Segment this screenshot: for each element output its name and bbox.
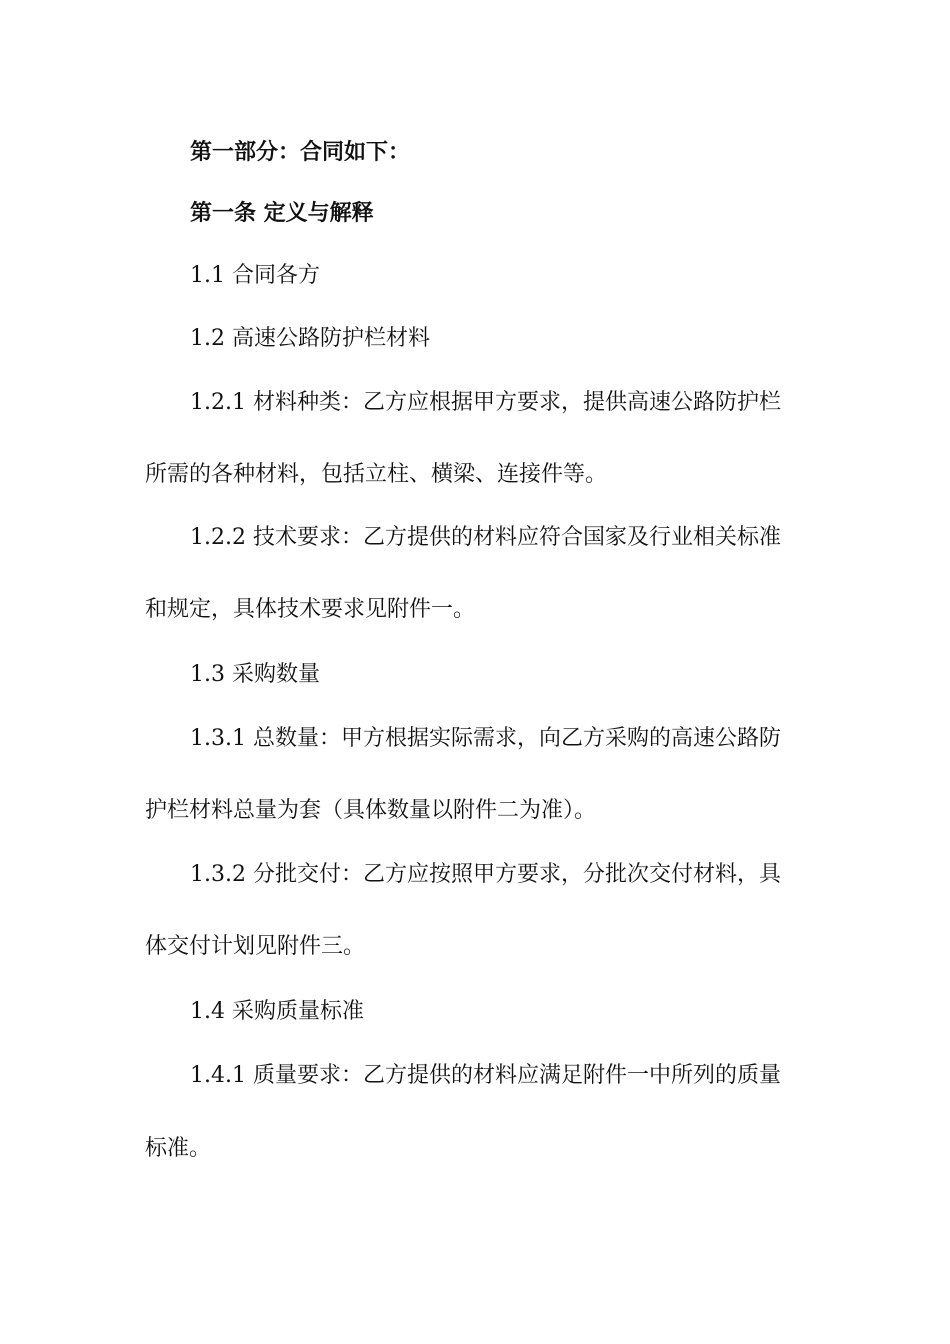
clause-1-4: 1.4 采购质量标准: [190, 999, 364, 1024]
clause-1-4-1-cont: 标准。: [145, 1136, 212, 1161]
clause-1-2: 1.2 高速公路防护栏材料: [190, 326, 430, 351]
clause-1-3: 1.3 采购数量: [190, 662, 320, 687]
clause-1-3-2: 1.3.2 分批交付：乙方应按照甲方要求，分批次交付材料，具: [190, 862, 781, 887]
clause-1-2-2-cont: 和规定，具体技术要求见附件一。: [145, 597, 476, 622]
clause-1-3-2-cont: 体交付计划见附件三。: [145, 934, 366, 959]
clause-1-3-1-cont: 护栏材料总量为套（具体数量以附件二为准）。: [145, 798, 597, 823]
clause-1-2-1-cont: 所需的各种材料，包括立柱、横梁、连接件等。: [145, 462, 608, 487]
part-heading: 第一部分：合同如下：: [190, 140, 411, 165]
clause-1-2-2: 1.2.2 技术要求：乙方提供的材料应符合国家及行业相关标准: [190, 525, 781, 550]
article-heading: 第一条 定义与解释: [190, 201, 374, 226]
clause-1-1: 1.1 合同各方: [190, 263, 320, 288]
clause-1-2-1: 1.2.1 材料种类：乙方应根据甲方要求，提供高速公路防护栏: [190, 390, 781, 415]
clause-1-3-1: 1.3.1 总数量：甲方根据实际需求，向乙方采购的高速公路防: [190, 726, 781, 751]
clause-1-4-1: 1.4.1 质量要求：乙方提供的材料应满足附件一中所列的质量: [190, 1063, 781, 1088]
